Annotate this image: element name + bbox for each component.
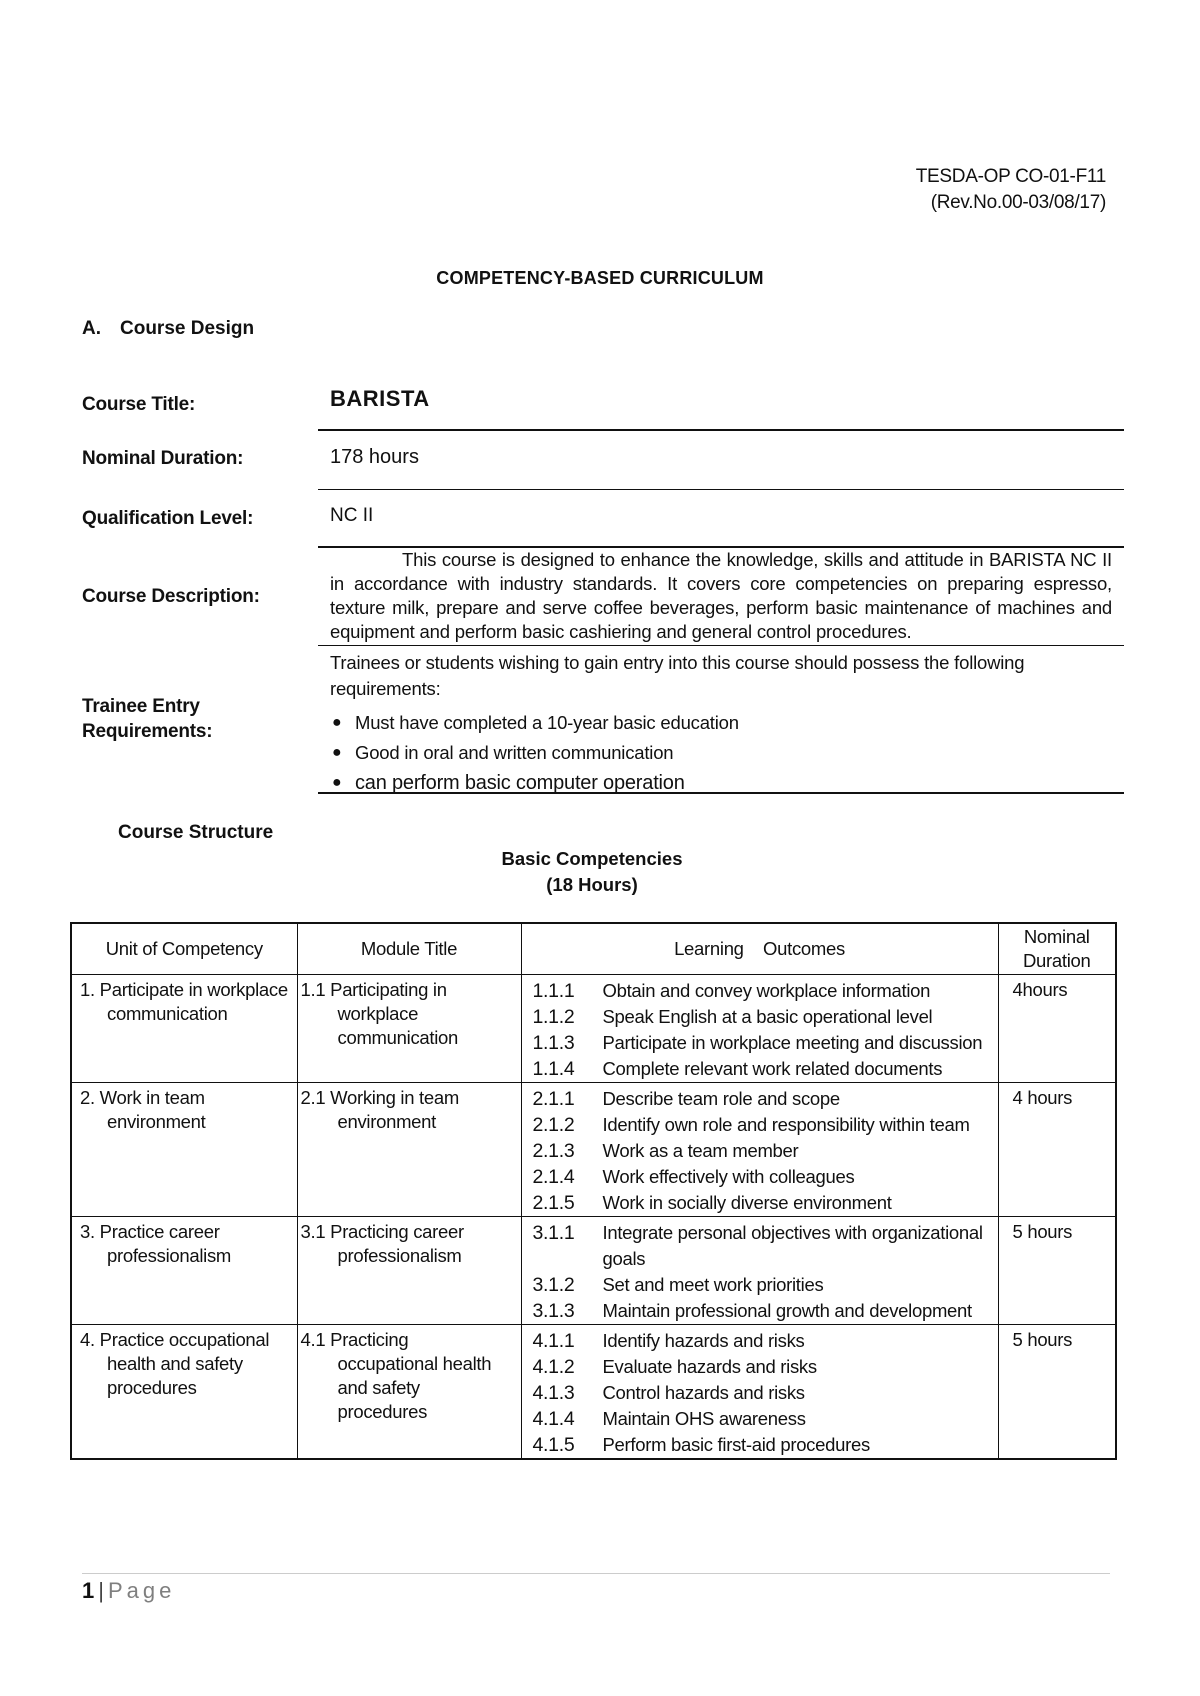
document-code-block [916, 164, 1106, 216]
module-cell [297, 1325, 521, 1460]
outcome-text: Work effectively with colleagues [602, 1166, 855, 1187]
outcome-text: Identify hazards and risks [602, 1330, 805, 1351]
unit-of-competency: 1. Participate in workplace communication [80, 979, 288, 1024]
unit-of-competency: 3. Practice career professionalism [80, 1221, 232, 1266]
module-title: 4.1 Practicing occupational health and safety procedures [300, 1329, 492, 1422]
document-code: TESDA-OP CO-01-F11 [915, 166, 1106, 187]
learning-outcome [522, 1354, 998, 1380]
outcomes-cell [521, 975, 998, 1083]
outcome-text: Maintain OHS awareness [602, 1408, 806, 1429]
learning-outcome [522, 1164, 998, 1190]
outcome-number: 4.1.1 [532, 1330, 575, 1352]
outcome-number: 3.1.3 [532, 1300, 575, 1322]
list-item [330, 708, 739, 738]
requirement-text: Good in oral and written communication [355, 742, 674, 763]
trainee-entry-intro: Trainees or students wishing to gain entry into this course should possess the following requirements: [330, 652, 1025, 699]
footer-separator: | [98, 1578, 104, 1603]
requirement-text: can perform basic computer operation [355, 772, 685, 794]
outcome-text: Work in socially diverse environment [602, 1192, 892, 1213]
trainee-entry-label-line2: Requirements: [82, 721, 213, 742]
bullet-icon: ● [332, 774, 342, 791]
outcome-number: 4.1.3 [532, 1382, 575, 1404]
outcome-number: 1.1.1 [532, 980, 575, 1002]
footer-divider [82, 1573, 1110, 1574]
outcomes-cell [521, 1083, 998, 1217]
outcome-number: 2.1.4 [532, 1166, 575, 1188]
outcome-text: Participate in workplace meeting and discussion [602, 1032, 983, 1053]
course-structure-heading: Course Structure [118, 822, 274, 843]
learning-outcome [522, 1056, 998, 1082]
outcome-text: Complete relevant work related documents [602, 1058, 943, 1079]
field-divider [318, 489, 1124, 490]
outcome-text: Control hazards and risks [602, 1382, 805, 1403]
entry-requirements-list [330, 708, 739, 798]
course-title-label: Course Title: [82, 394, 196, 415]
trainee-entry-label [82, 694, 212, 744]
duration-cell: 5 hours [998, 1217, 1116, 1325]
learning-outcome [522, 1406, 998, 1432]
outcome-number: 3.1.2 [532, 1274, 575, 1296]
basic-competencies-heading [0, 846, 1184, 898]
unit-cell [71, 975, 297, 1083]
qualification-level-value: NC II [330, 505, 374, 526]
outcome-text: Perform basic first-aid procedures [602, 1434, 870, 1455]
unit-cell [71, 1325, 297, 1460]
learning-outcome [522, 1190, 998, 1216]
learning-outcome [522, 1138, 998, 1164]
section-heading [82, 318, 254, 340]
outcome-text: Set and meet work priorities [602, 1274, 824, 1295]
outcome-number: 1.1.4 [532, 1058, 575, 1080]
module-title: 1.1 Participating in workplace communication [300, 979, 459, 1048]
module-title: 2.1 Working in team environment [300, 1087, 459, 1132]
table-header-row [71, 923, 1116, 975]
field-divider [318, 429, 1124, 431]
requirement-text: Must have completed a 10-year basic education [355, 712, 739, 733]
trainee-entry-label-line1: Trainee Entry [82, 696, 200, 717]
unit-of-competency: 4. Practice occupational health and safety procedures [80, 1329, 270, 1398]
field-divider [318, 792, 1124, 794]
revision-number: (Rev.No.00-03/08/17) [930, 192, 1106, 213]
table-row [71, 1217, 1116, 1325]
outcome-text: Integrate personal objectives with organizational goals [602, 1222, 983, 1269]
table-row [71, 975, 1116, 1083]
duration-header-line1: Nominal [1023, 926, 1090, 947]
outcome-text: Maintain professional growth and development [602, 1300, 972, 1321]
learning-outcome [522, 1220, 998, 1272]
column-header-module: Module Title [297, 923, 521, 975]
unit-cell [71, 1083, 297, 1217]
outcome-number: 2.1.3 [532, 1140, 575, 1162]
module-cell [297, 1217, 521, 1325]
learning-outcome [522, 1004, 998, 1030]
table-row [71, 1083, 1116, 1217]
nominal-duration-label: Nominal Duration: [82, 448, 244, 469]
duration-header-line2: Duration [1022, 950, 1091, 971]
learning-outcome [522, 1328, 998, 1354]
outcome-number: 4.1.2 [532, 1356, 575, 1378]
outcome-number: 4.1.4 [532, 1408, 575, 1430]
page-title: COMPETENCY-BASED CURRICULUM [436, 268, 764, 288]
competency-table [70, 922, 1117, 1460]
page-footer [82, 1578, 175, 1604]
section-letter: A. [82, 318, 101, 339]
bullet-icon: ● [332, 744, 342, 761]
course-description-text [330, 548, 1112, 644]
course-description-label: Course Description: [82, 586, 260, 607]
learning-outcome [522, 1112, 998, 1138]
column-header-unit: Unit of Competency [71, 923, 297, 975]
outcome-text: Speak English at a basic operational level [602, 1006, 933, 1027]
module-cell [297, 975, 521, 1083]
duration-cell: 4 hours [998, 1083, 1116, 1217]
outcomes-cell [521, 1217, 998, 1325]
outcome-text: Work as a team member [602, 1140, 799, 1161]
outcome-text: Evaluate hazards and risks [602, 1356, 817, 1377]
learning-outcome [522, 1030, 998, 1056]
page-number: 1 [82, 1578, 95, 1603]
field-divider [318, 645, 1124, 646]
outcome-number: 1.1.3 [532, 1032, 575, 1054]
module-title: 3.1 Practicing career professionalism [300, 1221, 464, 1266]
basic-competencies-title: Basic Competencies [501, 848, 683, 869]
unit-of-competency: 2. Work in team environment [80, 1087, 206, 1132]
learning-outcome [522, 1272, 998, 1298]
course-description-value: This course is designed to enhance the knowledge, skills and attitude in BARISTA NC II in accordance with industry standards. It covers core competencies on preparing espresso, texture milk, prepare and serve coffee beverages, perform basic maintenance of machines and equipment and perform basic cashiering and general control procedures. [330, 549, 1112, 642]
bullet-icon: ● [332, 714, 342, 731]
unit-cell [71, 1217, 297, 1325]
outcome-number: 2.1.5 [532, 1192, 575, 1214]
page-word: Page [107, 1578, 176, 1603]
table-row [71, 1325, 1116, 1460]
outcome-text: Obtain and convey workplace information [602, 980, 931, 1001]
nominal-duration-value: 178 hours [330, 446, 419, 468]
outcome-number: 2.1.2 [532, 1114, 575, 1136]
course-title-value: BARISTA [330, 386, 430, 411]
outcome-text: Identify own role and responsibility within team [602, 1114, 970, 1135]
duration-cell: 5 hours [998, 1325, 1116, 1460]
list-item [330, 738, 739, 768]
outcome-number: 4.1.5 [532, 1434, 575, 1456]
qualification-level-label: Qualification Level: [82, 508, 254, 529]
basic-competencies-hours: (18 Hours) [546, 874, 638, 895]
column-header-duration [998, 923, 1116, 975]
learning-outcome [522, 1086, 998, 1112]
outcomes-cell [521, 1325, 998, 1460]
duration-cell: 4hours [998, 975, 1116, 1083]
module-cell [297, 1083, 521, 1217]
outcome-number: 1.1.2 [532, 1006, 575, 1028]
outcome-text: Describe team role and scope [602, 1088, 840, 1109]
learning-outcome [522, 1298, 998, 1324]
section-name: Course Design [120, 318, 255, 339]
learning-outcome [522, 1380, 998, 1406]
learning-outcome [522, 978, 998, 1004]
column-header-outcomes: Learning Outcomes [521, 923, 998, 975]
learning-outcome [522, 1432, 998, 1458]
outcome-number: 3.1.1 [532, 1222, 575, 1244]
outcome-number: 2.1.1 [532, 1088, 575, 1110]
